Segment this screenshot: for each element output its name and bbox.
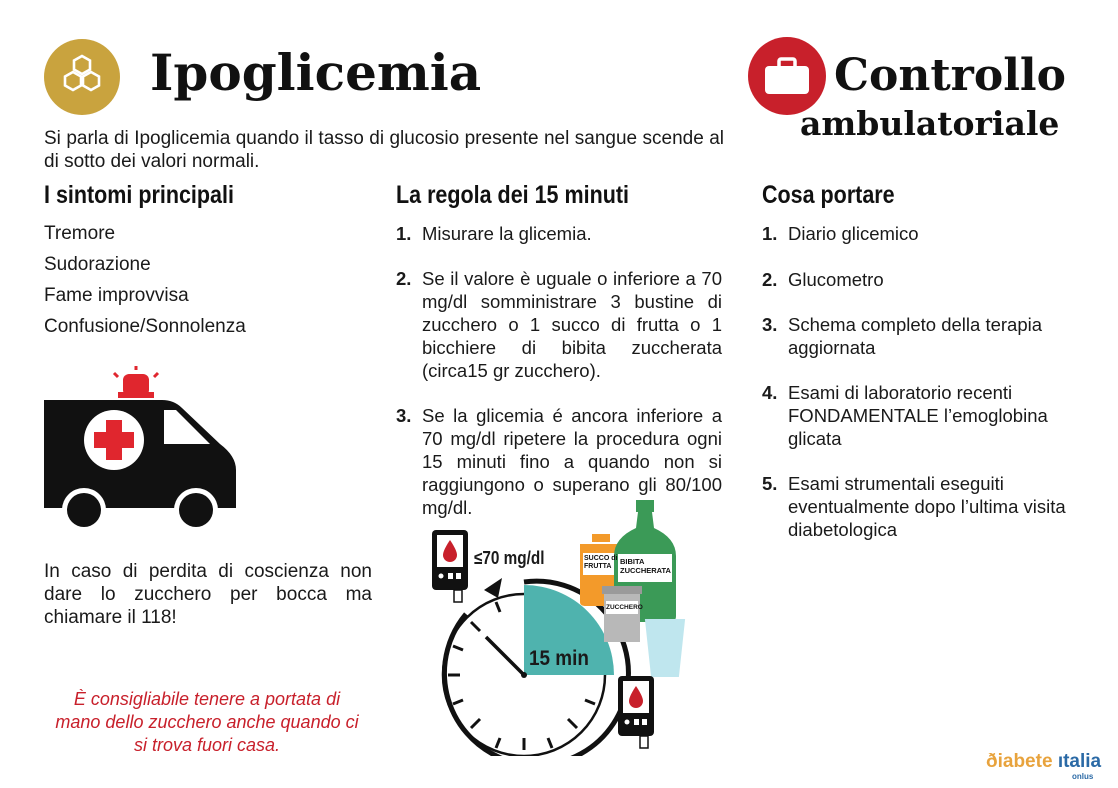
timer-label: 15 min (529, 647, 589, 670)
item-text: Diario glicemico (788, 223, 919, 244)
sugar-tip: È consigliabile tenere a portata di mano dello zucchero anche quando ci si trova fuori casa. (55, 689, 359, 755)
logo-part-diabete: ðiabete (986, 751, 1053, 772)
glucometer-icon (618, 676, 654, 748)
logo-suffix: onlus (1072, 772, 1094, 781)
sugar-label: ZUCCHERO (606, 604, 643, 611)
item-number: 2. (762, 269, 778, 290)
bring-item (762, 222, 1082, 245)
rule-heading: La regola dei 15 minuti (396, 181, 629, 209)
symptoms-heading: I sintomi principali (44, 181, 234, 209)
rule-step (396, 267, 722, 382)
symptom-item: Tremore (44, 223, 116, 244)
item-text: Glucometro (788, 269, 884, 290)
item-number: 4. (762, 382, 778, 403)
bring-item (762, 381, 1082, 450)
soda-label-line2: ZUCCHERATA (620, 566, 671, 575)
item-number: 1. (762, 223, 778, 244)
meter-reading: ≤70 mg/dl (474, 548, 545, 568)
juice-label-line1: SUCCO di (584, 555, 618, 562)
step-number: 2. (396, 268, 412, 289)
symptoms-list (44, 218, 344, 342)
logo-part-italia: ıtalia (1057, 751, 1102, 772)
timer-illustration (428, 498, 690, 756)
item-text: Schema completo della terapia aggiornata (788, 314, 1043, 358)
honeycomb-badge (44, 39, 120, 115)
step-text: Se la glicemia é ancora inferiore a 70 mg/dl ripetere la procedura ogni 15 minuti fino a quando non si raggiungono o superano gli 80/100 mg/dl. (422, 405, 722, 518)
soda-label-line1: BIBITA (620, 557, 645, 566)
soda-label (620, 557, 674, 575)
glucometer-icon (432, 530, 468, 602)
rule-step (396, 222, 722, 245)
item-text: Esami strumentali eseguiti eventualmente dopo l’ultima visita diabetologica (788, 473, 1066, 540)
item-number: 3. (762, 314, 778, 335)
item-number: 5. (762, 473, 778, 494)
glass-icon (646, 620, 684, 676)
item-text: Esami di laboratorio recenti FONDAMENTALE l’emoglobina glicata (788, 382, 1048, 449)
symptom-item: Fame improvvisa (44, 285, 189, 306)
symptom-item: Sudorazione (44, 254, 151, 275)
page-title: Ipoglicemia (150, 43, 482, 102)
ambulance-icon (44, 366, 238, 536)
rule-steps (396, 222, 722, 519)
ambulance-illustration (44, 366, 238, 536)
bring-item (762, 472, 1082, 541)
section-title-line1: Controllo (834, 50, 1066, 101)
step-number: 3. (396, 405, 412, 426)
bring-item (762, 313, 1082, 359)
unconscious-note: In caso di perdita di coscienza non dare lo zucchero per bocca ma chiamare il 118! (44, 561, 372, 628)
intro-text: Si parla di Ipoglicemia quando il tasso di glucosio presente nel sangue scende al di sotto dei valori normali. (44, 128, 724, 172)
fifteen-minute-illustration (428, 498, 690, 756)
symptom-item: Confusione/Sonnolenza (44, 316, 246, 337)
juice-label (584, 555, 620, 571)
step-text: Misurare la glicemia. (422, 223, 592, 244)
sugar-jar-icon (602, 586, 642, 642)
step-text: Se il valore è uguale o inferiore a 70 mg/dl somministrare 3 bustine di zucchero o 1 succo di frutta o 1 bicchiere di bibita zuccherata (circa15 gr zucchero). (422, 268, 722, 381)
bring-item (762, 268, 1082, 291)
bring-list (762, 222, 1082, 541)
section-title-line2: ambulatoriale (800, 104, 1060, 143)
juice-label-line2: FRUTTA (584, 563, 612, 570)
bring-heading: Cosa portare (762, 181, 895, 209)
step-number: 1. (396, 223, 412, 244)
honeycomb-icon (44, 39, 120, 115)
diabete-italia-logo (986, 752, 1101, 772)
